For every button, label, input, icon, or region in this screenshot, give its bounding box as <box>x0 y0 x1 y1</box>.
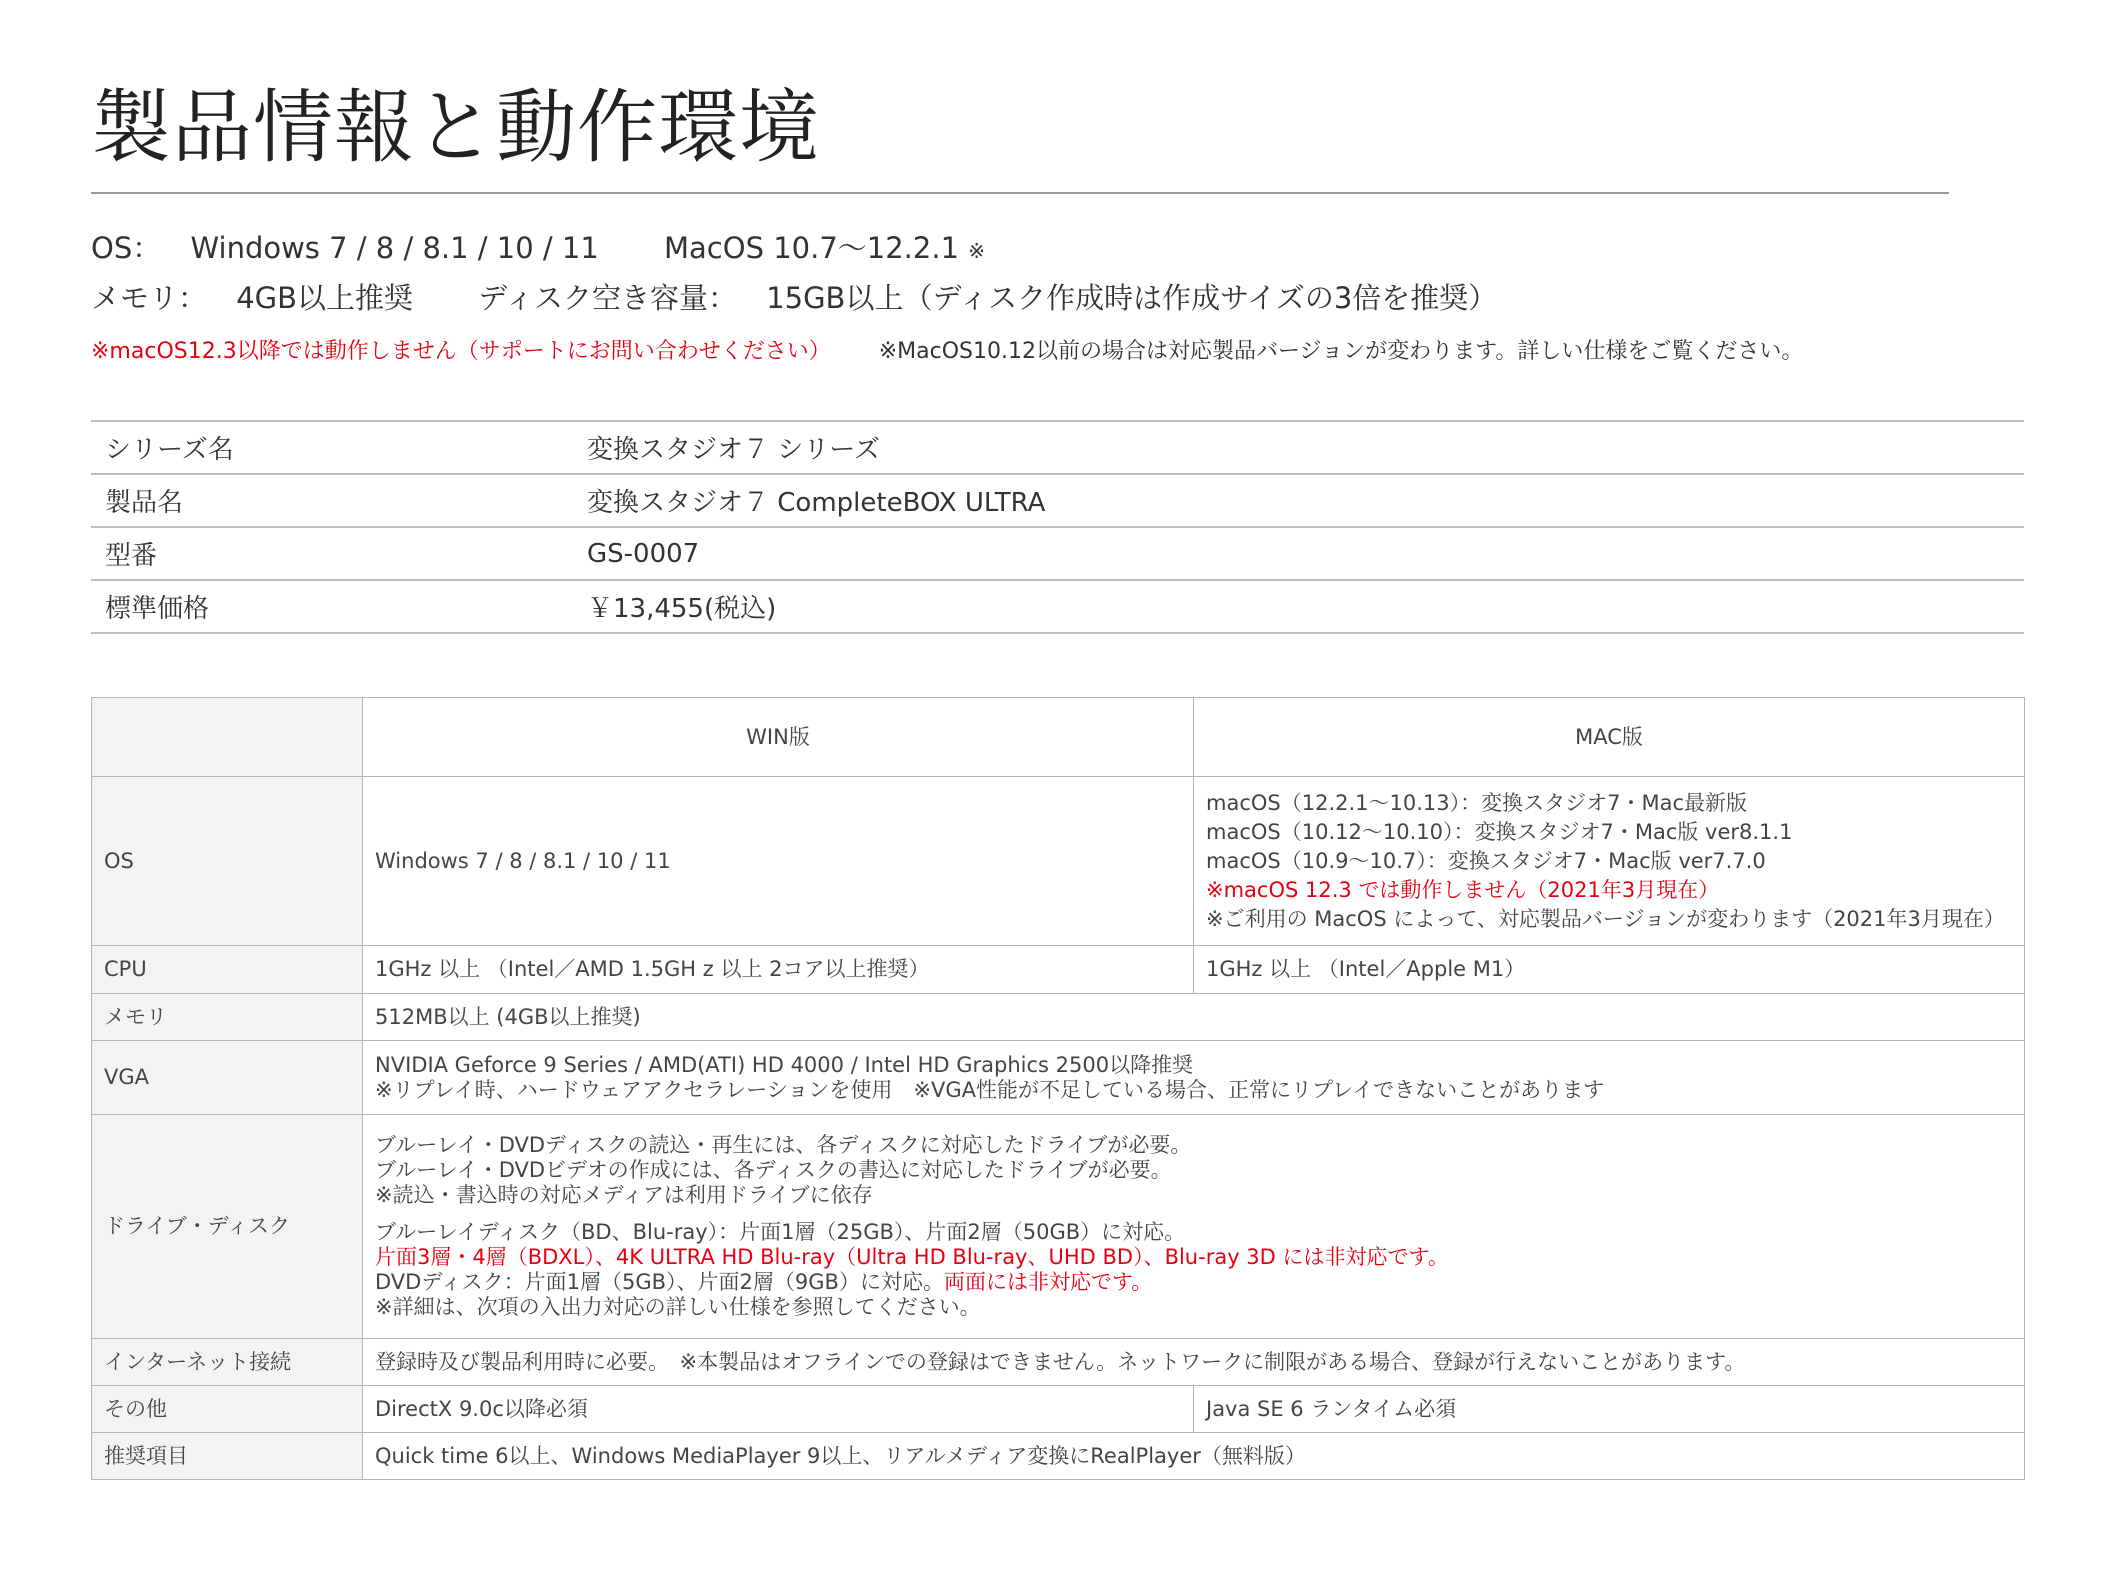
table-row <box>91 421 2024 474</box>
os-label: OS： <box>91 231 162 265</box>
os-mac-versions: MacOS 10.7〜12.2.1 <box>664 231 960 265</box>
vga-line: NVIDIA Geforce 9 Series / AMD(ATI) HD 4000 / Intel HD Graphics 2500以降推奨 <box>375 1052 1194 1077</box>
series-name-value: 変換スタジオ７ シリーズ <box>573 421 2024 474</box>
table-row-other <box>92 1386 2025 1433</box>
drive-dvd-support: DVDディスク：片面1層（5GB）、片面2層（9GB）に対応。 <box>375 1270 944 1294</box>
other-mac-cell: Java SE 6 ランタイム必須 <box>1194 1386 2025 1433</box>
product-name-value: 変換スタジオ７ CompleteBOX ULTRA <box>573 474 2024 527</box>
table-row-cpu <box>92 946 2025 994</box>
table-row-os <box>92 777 2025 946</box>
cpu-win-cell: 1GHz 以上 （Intel／AMD 1.5GH z 以上 2コア以上推奨） <box>363 946 1194 994</box>
memory-disk-line <box>91 276 1497 317</box>
table-row-drive <box>92 1115 2025 1339</box>
internet-cell: 登録時及び製品利用時に必要。 ※本製品はオフラインでの登録はできません。ネットワークに制限がある場合、登録が行えないことがあります。 <box>363 1339 2025 1386</box>
memory-value: 4GB以上推奨 <box>236 281 414 315</box>
drive-line: ブルーレイ・DVDビデオの作成には、各ディスクの書込に対応したドライブが必要。 <box>375 1158 1172 1182</box>
price-label: 標準価格 <box>91 580 573 633</box>
vga-row-label: VGA <box>92 1041 363 1115</box>
table-header-row <box>92 698 2025 777</box>
memory-label: メモリ： <box>91 281 208 315</box>
os-windows-versions: Windows 7 / 8 / 8.1 / 10 / 11 <box>190 231 599 265</box>
table-row <box>91 527 2024 580</box>
drive-dvd-unsupported: 両面には非対応です。 <box>943 1270 1153 1294</box>
product-name-label: 製品名 <box>91 474 573 527</box>
product-info-table <box>91 420 2024 634</box>
table-row-memory <box>92 994 2025 1041</box>
mac-version-header: MAC版 <box>1194 698 2025 777</box>
memory-cell: 512MB以上 (4GB以上推奨) <box>363 994 2025 1041</box>
compatibility-notes <box>91 334 1803 365</box>
header-blank-cell <box>92 698 363 777</box>
cpu-mac-cell: 1GHz 以上 （Intel／Apple M1） <box>1194 946 2025 994</box>
os-note-mark: ※ <box>968 239 985 263</box>
table-row <box>91 580 2024 633</box>
drive-line: ※読込・書込時の対応メディアは利用ドライブに依存 <box>375 1183 873 1207</box>
disk-value: 15GB以上（ディスク作成時は作成サイズの3倍を推奨） <box>766 281 1498 315</box>
page-title: 製品情報と動作環境 <box>91 81 820 174</box>
drive-line: ブルーレイ・DVDディスクの読込・再生には、各ディスクに対応したドライブが必要。 <box>375 1133 1192 1157</box>
macos-warning-note: ※macOS12.3以降では動作しません（サポートにお問い合わせください） <box>91 339 831 364</box>
os-row-label: OS <box>92 777 363 946</box>
cpu-row-label: CPU <box>92 946 363 994</box>
os-requirements-line <box>91 226 985 267</box>
os-mac-line: macOS（10.12〜10.10）：変換スタジオ7・Mac版 ver8.1.1 <box>1206 819 1793 844</box>
vga-cell <box>363 1041 2025 1115</box>
series-name-label: シリーズ名 <box>91 421 573 474</box>
internet-row-label: インターネット接続 <box>92 1339 363 1386</box>
os-mac-cell <box>1194 777 2025 946</box>
os-mac-note: ※ご利用の MacOS によって、対応製品バージョンが変わります（2021年3月現在） <box>1206 906 2005 931</box>
price-value: ￥13,455(税込) <box>573 580 2024 633</box>
vga-line: ※リプレイ時、ハードウェアアクセラレーションを使用 ※VGA性能が不足している場合、正常にリプレイできないことがあります <box>375 1077 1605 1102</box>
os-mac-line: macOS（12.2.1〜10.13）：変換スタジオ7・Mac最新版 <box>1206 790 1748 815</box>
table-row-internet <box>92 1339 2025 1386</box>
drive-line: ブルーレイディスク（BD、Blu-ray）：片面1層（25GB）、片面2層（50GB）に対応。 <box>375 1220 1186 1244</box>
disk-label: ディスク空き容量： <box>478 281 737 315</box>
model-number-value: GS-0007 <box>573 527 2024 580</box>
title-divider <box>91 192 1949 194</box>
product-info-page <box>91 0 2024 1468</box>
os-mac-warning: ※macOS 12.3 では動作しません（2021年3月現在） <box>1206 877 1720 902</box>
recommended-row-label: 推奨項目 <box>92 1433 363 1480</box>
drive-dvd-line <box>375 1270 2012 1295</box>
memory-row-label: メモリ <box>92 994 363 1041</box>
other-row-label: その他 <box>92 1386 363 1433</box>
model-number-label: 型番 <box>91 527 573 580</box>
drive-line: ※詳細は、次項の入出力対応の詳しい仕様を参照してください。 <box>375 1295 981 1319</box>
drive-unsupported-line: 片面3層・4層（BDXL）、4K ULTRA HD Blu-ray（Ultra HD Blu-ray、UHD BD）、Blu-ray 3D には非対応です。 <box>375 1245 1449 1269</box>
other-win-cell: DirectX 9.0c以降必須 <box>363 1386 1194 1433</box>
win-version-header: WIN版 <box>363 698 1194 777</box>
os-win-cell: Windows 7 / 8 / 8.1 / 10 / 11 <box>363 777 1194 946</box>
table-row <box>91 474 2024 527</box>
drive-spacer <box>375 1208 2012 1220</box>
table-row-recommended <box>92 1433 2025 1480</box>
system-requirements-table <box>91 697 2025 1480</box>
drive-cell <box>363 1115 2025 1339</box>
macos-version-note: ※MacOS10.12以前の場合は対応製品バージョンが変わります。詳しい仕様をご覧ください。 <box>878 339 1804 364</box>
drive-row-label: ドライブ・ディスク <box>92 1115 363 1339</box>
os-mac-line: macOS（10.9〜10.7）：変換スタジオ7・Mac版 ver7.7.0 <box>1206 848 1766 873</box>
table-row-vga <box>92 1041 2025 1115</box>
recommended-cell: Quick time 6以上、Windows MediaPlayer 9以上、リアルメディア変換にRealPlayer（無料版） <box>363 1433 2025 1480</box>
